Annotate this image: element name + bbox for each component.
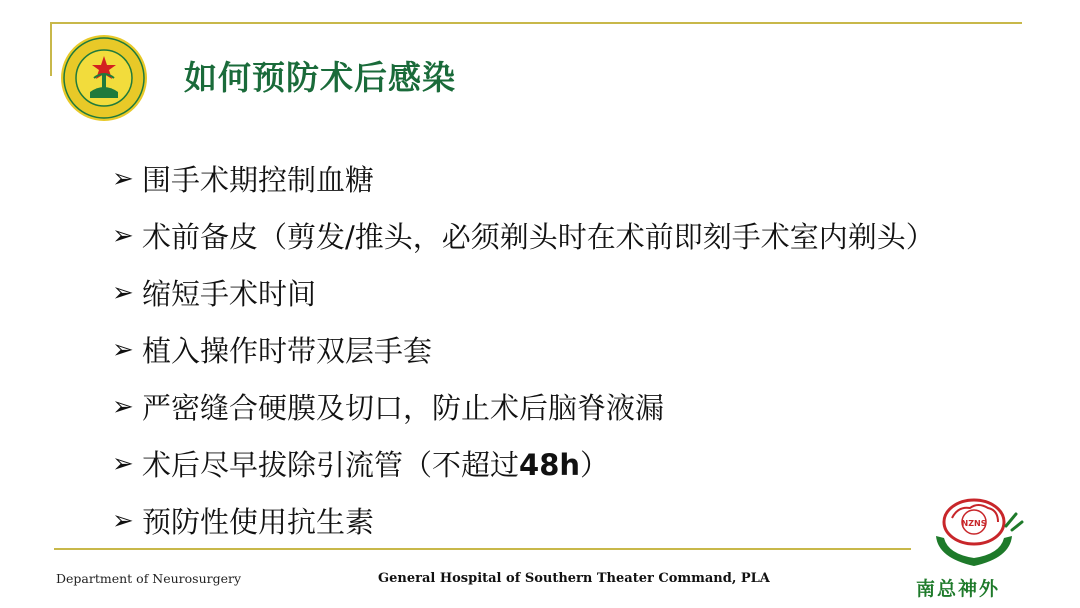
arrow-bullet-icon: ➢	[112, 277, 134, 308]
bullet-text-prefix: 术后尽早拔除引流管（不超过	[142, 448, 520, 482]
bullet-text: 术前备皮（剪发/推头，必须剃头时在术前即刻手术室内剃头）	[142, 220, 935, 254]
arrow-bullet-icon: ➢	[112, 334, 134, 365]
list-item	[112, 492, 1032, 549]
department-logo-icon	[918, 496, 1030, 574]
bullet-text: 缩短手术时间	[142, 277, 317, 311]
arrow-bullet-icon: ➢	[112, 391, 134, 422]
department-logo-text: 南总神外	[916, 578, 1001, 600]
footer-rule	[54, 548, 911, 550]
arrow-bullet-icon: ➢	[112, 505, 134, 536]
list-item	[112, 207, 1032, 264]
bullet-text: 预防性使用抗生素	[142, 505, 375, 539]
bullet-text-suffix: ）	[580, 448, 610, 482]
bullet-text: 植入操作时带双层手套	[142, 334, 433, 368]
arrow-bullet-icon: ➢	[112, 220, 134, 251]
hospital-emblem-icon	[60, 34, 148, 122]
page-title: 如何预防术后感染	[184, 58, 456, 97]
header-rule	[50, 22, 1022, 24]
list-item	[112, 150, 1032, 207]
list-item	[112, 435, 1032, 492]
footer-hospital: General Hospital of Southern Theater Command, PLA	[378, 571, 770, 586]
header-side-rule	[50, 22, 52, 76]
arrow-bullet-icon: ➢	[112, 448, 134, 479]
bullet-text: 围手术期控制血糖	[142, 163, 375, 197]
list-item	[112, 321, 1032, 378]
bullet-text: 严密缝合硬膜及切口，防止术后脑脊液漏	[142, 391, 665, 425]
list-item	[112, 378, 1032, 435]
bullet-list	[112, 150, 1032, 549]
list-item	[112, 264, 1032, 321]
svg-text:NZNS: NZNS	[961, 519, 987, 528]
footer-department: Department of Neurosurgery	[56, 571, 242, 586]
arrow-bullet-icon: ➢	[112, 163, 134, 194]
bullet-text-bold: 48h	[519, 448, 581, 482]
bullet-text	[142, 443, 609, 484]
